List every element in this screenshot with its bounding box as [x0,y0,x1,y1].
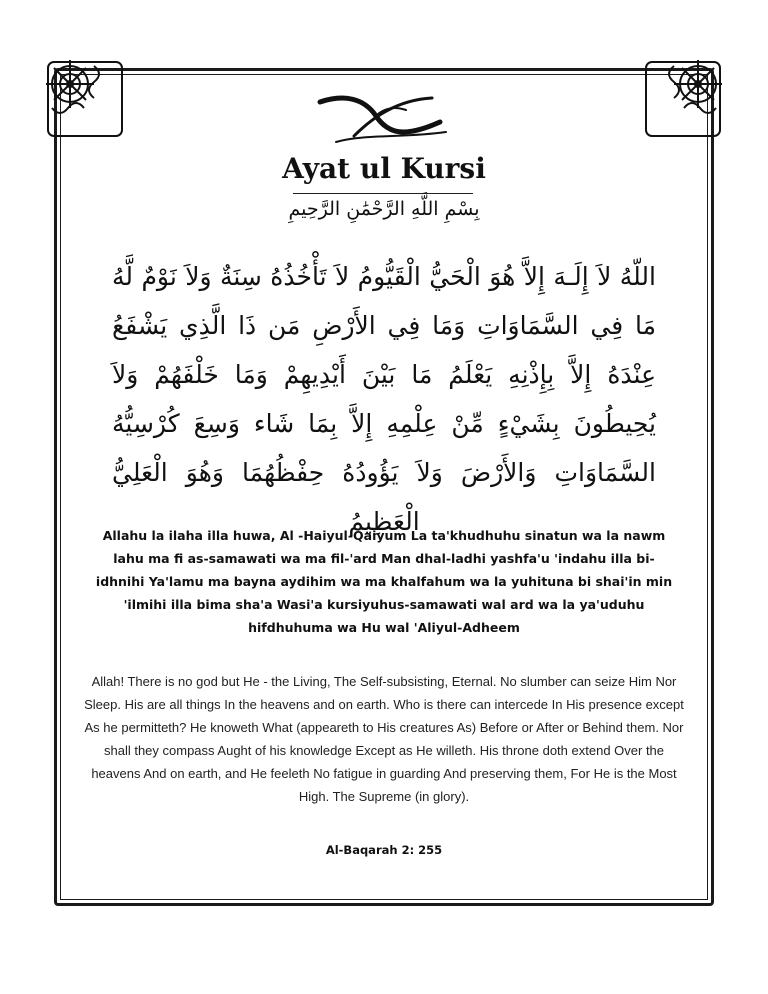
verse-reference: Al-Baqarah 2: 255 [325,843,443,857]
translation-text: Allah! There is no god but He - the Living, The Self-subsisting, Eternal. No slumber can seize Him Nor Sleep. His are all things In the heavens and on earth. Who is there can intercede In His presence except As he permitteth? He knoweth What (appeareth to His creatures As) Before or After or Behind them. Nor shall they compass Aught of his knowledge Except as He willeth. His throne doth extend Over the heavens And on earth, and He feeleth No fatigue in guarding And preserving them, For He is the Most High. The Supreme (in glory). [84,674,684,804]
ornamental-corner-icon [640,56,726,142]
basmala-calligraphy: بِسْمِ اللَّهِ الرَّحْمَٰنِ الرَّحِيمِ [288,198,480,220]
calligraphy-flourish-icon [314,86,454,148]
ornamental-corner-icon [42,56,128,142]
title-underline [293,193,473,194]
transliteration-text: Allahu la ilaha illa huwa, Al -Haiyul-Qaiyum La ta'khudhuhu sinatun wa la nawm lahu ma fi as-samawati wa ma fil-'ard Man dhal-ladhi yashfa'u 'indahu illa bi-idhnihi Ya'lamu ma bayna aydihim wa ma khalfahum wa la yuhituna bi shai'in min 'ilmihi illa bima sha'a Wasi'a kursiyuhus-samawati wal ard wa la ya'uduhu hifdhuhuma wa Hu wal 'Aliyul-Adheem [95,528,673,635]
page-title: Ayat ul Kursi [282,152,486,185]
arabic-verse: اللّهُ لاَ إِلَـهَ إِلاَّ هُوَ الْحَيُّ الْقَيُّومُ لاَ تَأْخُذُهُ سِنَةٌ وَلاَ نَوْمٌ لَّهُ مَا فِي السَّمَاوَاتِ وَمَا فِي الأَرْضِ مَن ذَا الَّذِي يَشْفَعُ عِنْدَهُ إِلاَّ بِإِذْنِهِ يَعْلَمُ مَا بَيْنَ أَيْدِيهِمْ وَمَا خَلْفَهُمْ وَلاَ يُحِيطُونَ بِشَيْءٍ مِّنْ عِلْمِهِ إِلاَّ بِمَا شَاء وَسِعَ كُرْسِيُّهُ السَّمَاوَاتِ وَالأَرْضَ وَلاَ يَؤُودُهُ حِفْظُهُمَا وَهُوَ الْعَلِيُّ الْعَظِيمُ [112,262,656,536]
